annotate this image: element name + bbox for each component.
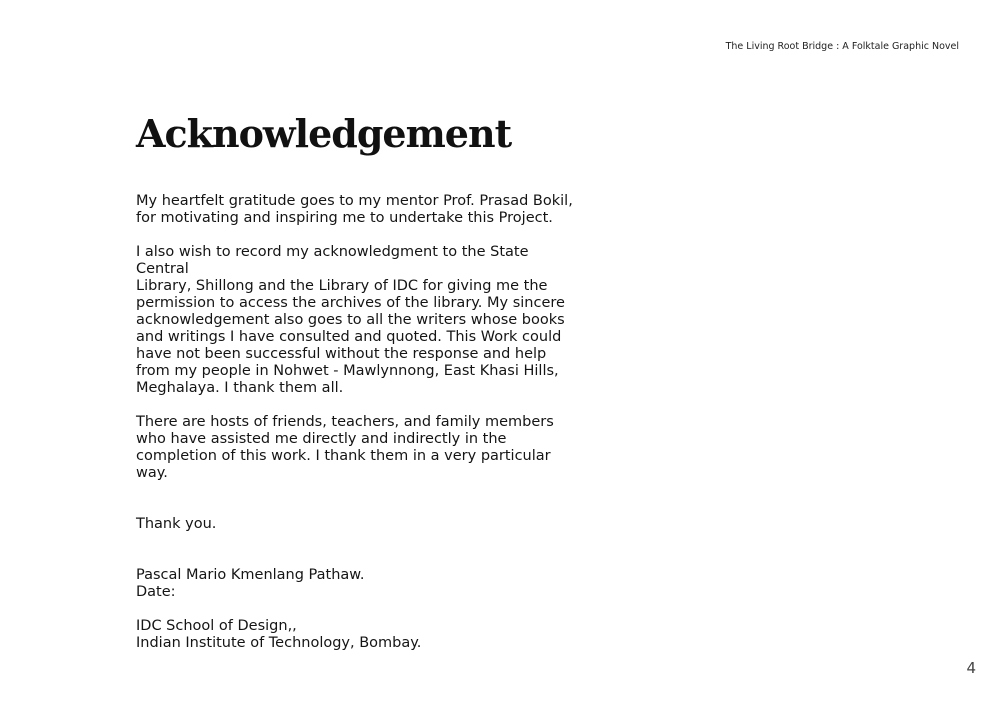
acknowledgement-body: [136, 193, 576, 652]
paragraph-library: I also wish to record my acknowledgment to the State Central Library, Shillong and the Library of IDC for giving me the permission to access the archives of the library. My sincere acknowledgement also goes to all the writers whose books and writings I have consulted and quoted. This Work could have not been successful without the response and help from my people in Nohwet - Mawlynnong, East Khasi Hills, Meghalaya. I thank them all.: [136, 244, 565, 396]
institution-line-1: IDC School of Design,,: [136, 618, 297, 634]
page-number: 4: [966, 659, 976, 677]
running-header: The Living Root Bridge : A Folktale Graphic Novel: [725, 41, 959, 52]
date-label: Date:: [136, 584, 176, 600]
page-title: Acknowledgement: [136, 111, 512, 156]
paragraph-friends: There are hosts of friends, teachers, and family members who have assisted me directly and indirectly in the completion of this work. I thank them in a very particular way.: [136, 414, 554, 481]
paragraph-mentor: My heartfelt gratitude goes to my mentor Prof. Prasad Bokil, for motivating and inspiring me to undertake this Project.: [136, 193, 573, 226]
thank-you-line: Thank you.: [136, 516, 217, 532]
author-name: Pascal Mario Kmenlang Pathaw.: [136, 567, 365, 583]
institution-line-2: Indian Institute of Technology, Bombay.: [136, 635, 422, 651]
